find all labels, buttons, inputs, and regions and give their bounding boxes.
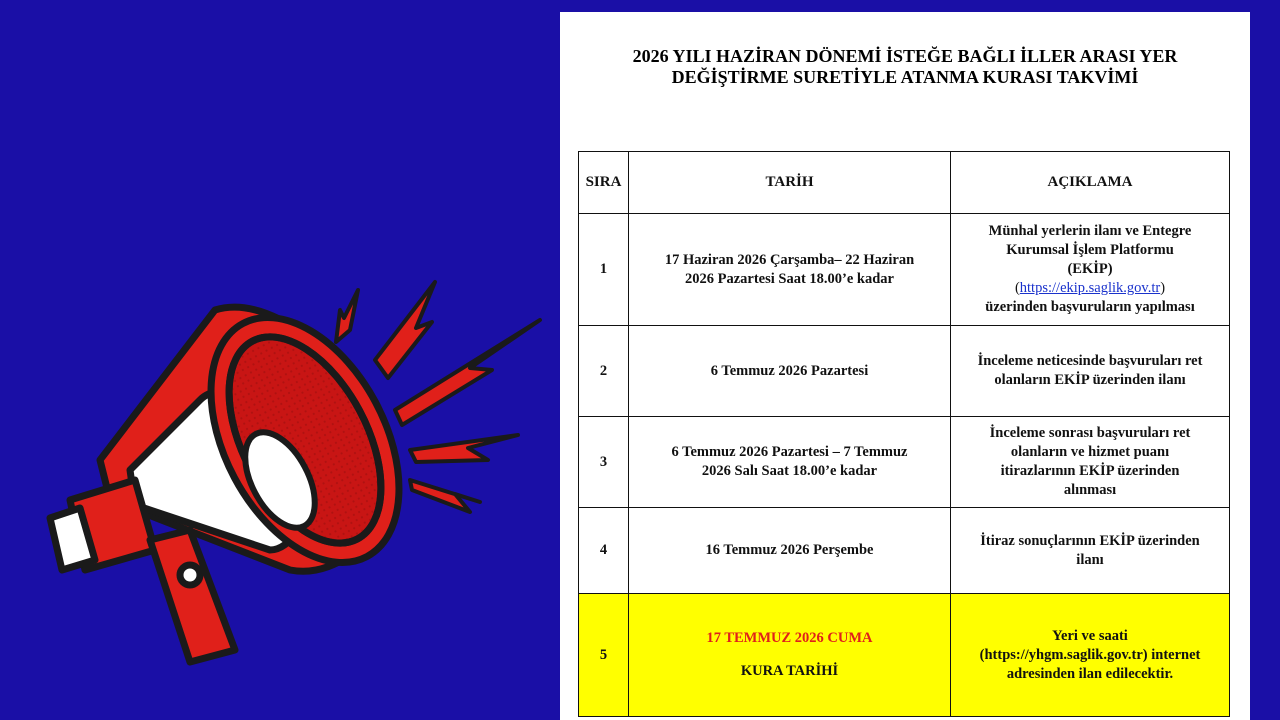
row-number: 3 (579, 417, 629, 508)
row-description (951, 214, 1230, 326)
description-line: Münhal yerlerin ilanı ve Entegre (988, 223, 1192, 239)
row-number: 5 (579, 594, 629, 717)
description-link-line (955, 279, 1225, 298)
row-description (951, 417, 1230, 508)
description-line: ilanı (1076, 551, 1104, 568)
description-line: Yeri ve saati (1052, 627, 1128, 644)
row-date (629, 214, 951, 326)
table-row (579, 417, 1230, 508)
row-description (951, 594, 1230, 717)
description-line: üzerinden başvuruların yapılması (985, 299, 1195, 315)
row-description (951, 326, 1230, 417)
lottery-date: 17 TEMMUZ 2026 CUMA (706, 630, 873, 646)
paren-close: ) (1160, 280, 1166, 296)
date-line: 6 Temmuz 2026 Pazartesi – 7 Temmuz (671, 444, 908, 460)
megaphone-icon (40, 250, 560, 690)
date-line: 2026 Salı Saat 18.00’e kadar (701, 463, 878, 479)
row-date: 16 Temmuz 2026 Perşembe (629, 508, 951, 594)
title-line-2: DEĞİŞTİRME SURETİYLE ATANMA KURASI TAKVİMİ (671, 67, 1139, 87)
ekip-link[interactable]: https://ekip.saglik.gov.tr (1019, 280, 1161, 296)
title-line-1: 2026 YILI HAZİRAN DÖNEMİ İSTEĞE BAĞLI İLLER ARASI YER (632, 46, 1178, 66)
table-header-row (579, 152, 1230, 214)
header-aciklama: AÇIKLAMA (951, 152, 1230, 214)
description-line: itirazlarının EKİP üzerinden (1000, 463, 1180, 479)
description-line: İnceleme neticesinde başvuruları ret (977, 353, 1203, 369)
table-row (579, 214, 1230, 326)
calendar-document (560, 12, 1250, 720)
document-title (560, 46, 1250, 88)
table-row (579, 508, 1230, 594)
description-line: İtiraz sonuçlarının EKİP üzerinden (980, 532, 1200, 549)
row-number: 4 (579, 508, 629, 594)
lottery-label: KURA TARİHİ (740, 663, 839, 679)
table-row (579, 326, 1230, 417)
header-sira: SIRA (579, 152, 629, 214)
calendar-table (578, 151, 1230, 717)
row-date (629, 594, 951, 717)
description-line: olanların ve hizmet puanı (1010, 444, 1170, 460)
paren-open: ( (1014, 280, 1020, 296)
header-tarih: TARİH (629, 152, 951, 214)
row-number: 1 (579, 214, 629, 326)
description-line: olanların EKİP üzerinden ilanı (994, 372, 1186, 388)
description-line: alınması (1063, 482, 1117, 498)
row-description (951, 508, 1230, 594)
table-row-highlighted (579, 594, 1230, 717)
description-line: (EKİP) (1067, 261, 1113, 277)
date-line: 2026 Pazartesi Saat 18.00’e kadar (684, 270, 894, 287)
row-date (629, 417, 951, 508)
description-line: Kurumsal İşlem Platformu (1006, 242, 1174, 258)
description-line: (https://yhgm.saglik.gov.tr) internet (979, 646, 1201, 663)
date-line: 17 Haziran 2026 Çarşamba– 22 Haziran (664, 251, 915, 268)
row-number: 2 (579, 326, 629, 417)
description-line: adresinden ilan edilecektir. (1006, 665, 1174, 682)
description-line: İnceleme sonrası başvuruları ret (989, 425, 1191, 441)
row-date: 6 Temmuz 2026 Pazartesi (629, 326, 951, 417)
